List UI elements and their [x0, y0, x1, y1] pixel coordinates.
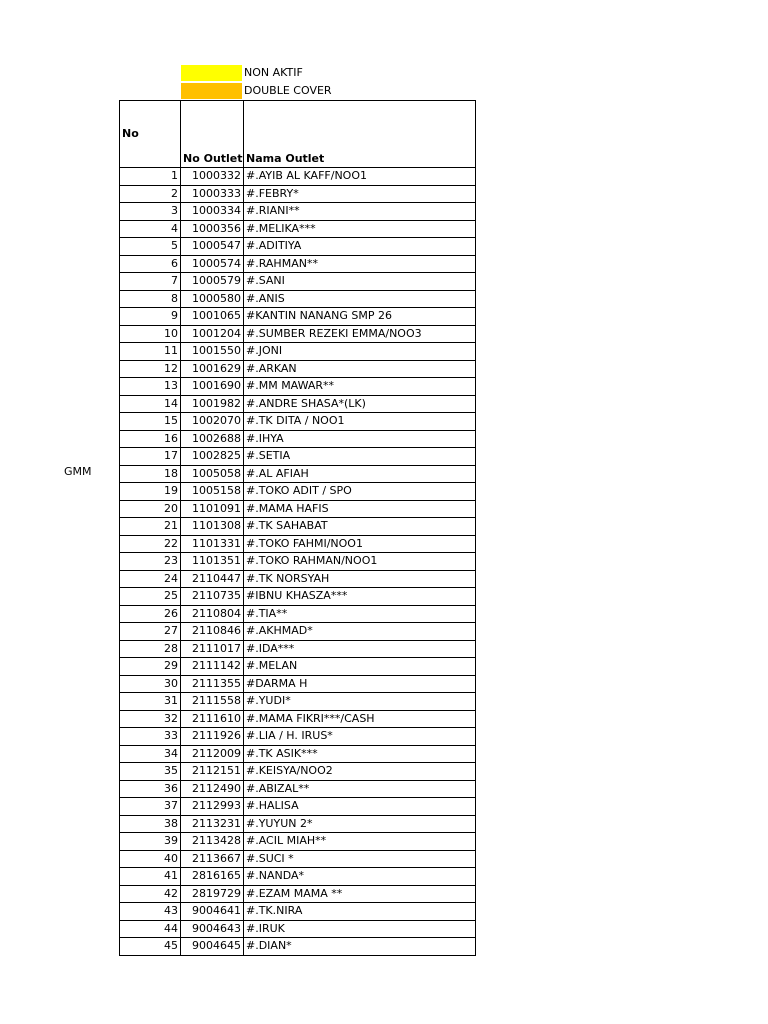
row-outlet-cell: 1000547: [181, 238, 244, 256]
row-nama-cell: #.YUYUN 2*: [244, 815, 476, 833]
table-row: [120, 693, 476, 711]
table-row: [120, 728, 476, 746]
row-nama-cell: #.SUCI *: [244, 850, 476, 868]
row-outlet-cell: 2111926: [181, 728, 244, 746]
row-outlet-cell: 1001550: [181, 343, 244, 361]
table-row: [120, 483, 476, 501]
header-cell-no: [120, 101, 181, 168]
row-outlet-cell: 1001204: [181, 325, 244, 343]
row-no-cell: 13: [120, 378, 181, 396]
row-no-cell: 14: [120, 395, 181, 413]
row-outlet-cell: 2113667: [181, 850, 244, 868]
row-no-cell: 25: [120, 588, 181, 606]
table-row: [120, 798, 476, 816]
row-outlet-cell: 2110846: [181, 623, 244, 641]
row-nama-cell: #.IRUK: [244, 920, 476, 938]
row-nama-cell: #.EZAM MAMA **: [244, 885, 476, 903]
row-nama-cell: #.MELIKA***: [244, 220, 476, 238]
row-no-cell: 7: [120, 273, 181, 291]
row-no-cell: 36: [120, 780, 181, 798]
row-no-cell: 38: [120, 815, 181, 833]
header-nama-outlet-label: Nama Outlet: [246, 152, 325, 165]
row-outlet-cell: 2111017: [181, 640, 244, 658]
row-no-cell: 37: [120, 798, 181, 816]
row-no-cell: 31: [120, 693, 181, 711]
row-nama-cell: #.ACIL MIAH**: [244, 833, 476, 851]
row-outlet-cell: 2113428: [181, 833, 244, 851]
row-no-cell: 21: [120, 518, 181, 536]
row-outlet-cell: 9004641: [181, 903, 244, 921]
legend-swatch-double-cover: [181, 83, 242, 99]
row-no-cell: 34: [120, 745, 181, 763]
row-no-cell: 22: [120, 535, 181, 553]
table-row: [120, 780, 476, 798]
row-no-cell: 16: [120, 430, 181, 448]
row-outlet-cell: 1000579: [181, 273, 244, 291]
table-row: [120, 430, 476, 448]
row-outlet-cell: 2112009: [181, 745, 244, 763]
table-row: [120, 553, 476, 571]
row-no-cell: 32: [120, 710, 181, 728]
row-no-cell: 45: [120, 938, 181, 956]
row-outlet-cell: 1000574: [181, 255, 244, 273]
row-outlet-cell: 1001629: [181, 360, 244, 378]
row-outlet-cell: 2112151: [181, 763, 244, 781]
table-row: [120, 325, 476, 343]
table-row: [120, 868, 476, 886]
row-nama-cell: #.ANDRE SHASA*(LK): [244, 395, 476, 413]
group-label: GMM: [64, 465, 92, 478]
table-row: [120, 203, 476, 221]
row-nama-cell: #.ARKAN: [244, 360, 476, 378]
table-row: [120, 308, 476, 326]
table-row: [120, 535, 476, 553]
table-row: [120, 658, 476, 676]
row-nama-cell: #.TOKO RAHMAN/NOO1: [244, 553, 476, 571]
row-outlet-cell: 1000334: [181, 203, 244, 221]
table-row: [120, 570, 476, 588]
legend-swatch-non-aktif: [181, 65, 242, 81]
row-outlet-cell: 1000333: [181, 185, 244, 203]
row-outlet-cell: 2111558: [181, 693, 244, 711]
row-nama-cell: #.TK SAHABAT: [244, 518, 476, 536]
table-row: [120, 255, 476, 273]
header-cell-no-outlet: [181, 101, 244, 168]
header-no-label: No: [122, 127, 139, 140]
row-no-cell: 33: [120, 728, 181, 746]
row-no-cell: 6: [120, 255, 181, 273]
row-nama-cell: #.YUDI*: [244, 693, 476, 711]
row-nama-cell: #.RAHMAN**: [244, 255, 476, 273]
row-outlet-cell: 1001065: [181, 308, 244, 326]
row-nama-cell: #KANTIN NANANG SMP 26: [244, 308, 476, 326]
row-no-cell: 28: [120, 640, 181, 658]
row-outlet-cell: 9004645: [181, 938, 244, 956]
row-no-cell: 43: [120, 903, 181, 921]
row-nama-cell: #.TIA**: [244, 605, 476, 623]
row-outlet-cell: 1101331: [181, 535, 244, 553]
row-nama-cell: #.FEBRY*: [244, 185, 476, 203]
row-no-cell: 3: [120, 203, 181, 221]
row-nama-cell: #.SANI: [244, 273, 476, 291]
table-row: [120, 360, 476, 378]
table-row: [120, 518, 476, 536]
header-no-outlet-label: No Outlet: [183, 152, 243, 165]
row-outlet-cell: 2110804: [181, 605, 244, 623]
table-row: [120, 290, 476, 308]
row-nama-cell: #DARMA H: [244, 675, 476, 693]
row-nama-cell: #.HALISA: [244, 798, 476, 816]
row-nama-cell: #.TK DITA / NOO1: [244, 413, 476, 431]
table-row: [120, 273, 476, 291]
row-outlet-cell: 1101351: [181, 553, 244, 571]
table-row: [120, 465, 476, 483]
table-row: [120, 640, 476, 658]
table-row: [120, 378, 476, 396]
table-row: [120, 675, 476, 693]
row-outlet-cell: 2819729: [181, 885, 244, 903]
table-row: [120, 710, 476, 728]
row-no-cell: 35: [120, 763, 181, 781]
row-nama-cell: #.DIAN*: [244, 938, 476, 956]
table-row: [120, 185, 476, 203]
row-no-cell: 27: [120, 623, 181, 641]
row-no-cell: 10: [120, 325, 181, 343]
row-outlet-cell: 1000580: [181, 290, 244, 308]
row-outlet-cell: 1005158: [181, 483, 244, 501]
row-nama-cell: #.JONI: [244, 343, 476, 361]
table-row: [120, 745, 476, 763]
row-no-cell: 8: [120, 290, 181, 308]
row-no-cell: 9: [120, 308, 181, 326]
row-outlet-cell: 2112993: [181, 798, 244, 816]
row-outlet-cell: 1005058: [181, 465, 244, 483]
row-nama-cell: #.AYIB AL KAFF/NOO1: [244, 168, 476, 186]
row-nama-cell: #.ADITIYA: [244, 238, 476, 256]
outlet-table: [119, 100, 476, 956]
row-no-cell: 23: [120, 553, 181, 571]
row-no-cell: 42: [120, 885, 181, 903]
row-outlet-cell: 1002070: [181, 413, 244, 431]
row-nama-cell: #.RIANI**: [244, 203, 476, 221]
row-nama-cell: #.AL AFIAH: [244, 465, 476, 483]
row-outlet-cell: 1001690: [181, 378, 244, 396]
table-row: [120, 448, 476, 466]
row-nama-cell: #.NANDA*: [244, 868, 476, 886]
table-row: [120, 588, 476, 606]
table-row: [120, 833, 476, 851]
row-nama-cell: #.IDA***: [244, 640, 476, 658]
row-outlet-cell: 2816165: [181, 868, 244, 886]
row-nama-cell: #.MAMA HAFIS: [244, 500, 476, 518]
table-row: [120, 850, 476, 868]
table-row: [120, 413, 476, 431]
row-nama-cell: #.ABIZAL**: [244, 780, 476, 798]
row-outlet-cell: 1002688: [181, 430, 244, 448]
row-no-cell: 19: [120, 483, 181, 501]
row-outlet-cell: 2110447: [181, 570, 244, 588]
table-row: [120, 938, 476, 956]
row-no-cell: 26: [120, 605, 181, 623]
table-row: [120, 238, 476, 256]
table-row: [120, 220, 476, 238]
row-no-cell: 29: [120, 658, 181, 676]
table-row: [120, 920, 476, 938]
table-row: [120, 763, 476, 781]
row-outlet-cell: 2111142: [181, 658, 244, 676]
row-no-cell: 12: [120, 360, 181, 378]
row-no-cell: 2: [120, 185, 181, 203]
row-nama-cell: #.IHYA: [244, 430, 476, 448]
row-outlet-cell: 1001982: [181, 395, 244, 413]
legend-label-non-aktif: NON AKTIF: [244, 66, 303, 79]
row-outlet-cell: 1000332: [181, 168, 244, 186]
row-no-cell: 24: [120, 570, 181, 588]
row-no-cell: 11: [120, 343, 181, 361]
row-outlet-cell: 1101091: [181, 500, 244, 518]
row-outlet-cell: 2113231: [181, 815, 244, 833]
row-nama-cell: #.MELAN: [244, 658, 476, 676]
row-nama-cell: #.TOKO ADIT / SPO: [244, 483, 476, 501]
row-nama-cell: #.TK ASIK***: [244, 745, 476, 763]
row-no-cell: 5: [120, 238, 181, 256]
row-no-cell: 1: [120, 168, 181, 186]
row-nama-cell: #.KEISYA/NOO2: [244, 763, 476, 781]
row-nama-cell: #.SETIA: [244, 448, 476, 466]
row-outlet-cell: 9004643: [181, 920, 244, 938]
row-nama-cell: #.TK NORSYAH: [244, 570, 476, 588]
row-nama-cell: #.AKHMAD*: [244, 623, 476, 641]
table-row: [120, 885, 476, 903]
row-no-cell: 18: [120, 465, 181, 483]
row-no-cell: 39: [120, 833, 181, 851]
table-row: [120, 500, 476, 518]
row-outlet-cell: 2110735: [181, 588, 244, 606]
row-no-cell: 20: [120, 500, 181, 518]
row-nama-cell: #IBNU KHASZA***: [244, 588, 476, 606]
row-outlet-cell: 1000356: [181, 220, 244, 238]
table-row: [120, 168, 476, 186]
row-nama-cell: #.ANIS: [244, 290, 476, 308]
row-no-cell: 4: [120, 220, 181, 238]
row-outlet-cell: 1002825: [181, 448, 244, 466]
row-outlet-cell: 2111610: [181, 710, 244, 728]
row-no-cell: 44: [120, 920, 181, 938]
row-no-cell: 17: [120, 448, 181, 466]
row-nama-cell: #.TK.NIRA: [244, 903, 476, 921]
header-cell-nama-outlet: [244, 101, 476, 168]
row-no-cell: 41: [120, 868, 181, 886]
row-outlet-cell: 1101308: [181, 518, 244, 536]
row-outlet-cell: 2111355: [181, 675, 244, 693]
table-row: [120, 623, 476, 641]
table-row: [120, 395, 476, 413]
table-row: [120, 815, 476, 833]
row-nama-cell: #.MM MAWAR**: [244, 378, 476, 396]
table-row: [120, 343, 476, 361]
row-no-cell: 30: [120, 675, 181, 693]
table-row: [120, 605, 476, 623]
legend-label-double-cover: DOUBLE COVER: [244, 84, 332, 97]
row-no-cell: 15: [120, 413, 181, 431]
row-no-cell: 40: [120, 850, 181, 868]
row-nama-cell: #.TOKO FAHMI/NOO1: [244, 535, 476, 553]
row-nama-cell: #.LIA / H. IRUS*: [244, 728, 476, 746]
header-row: [120, 101, 476, 168]
table-row: [120, 903, 476, 921]
row-outlet-cell: 2112490: [181, 780, 244, 798]
row-nama-cell: #.MAMA FIKRI***/CASH: [244, 710, 476, 728]
row-nama-cell: #.SUMBER REZEKI EMMA/NOO3: [244, 325, 476, 343]
